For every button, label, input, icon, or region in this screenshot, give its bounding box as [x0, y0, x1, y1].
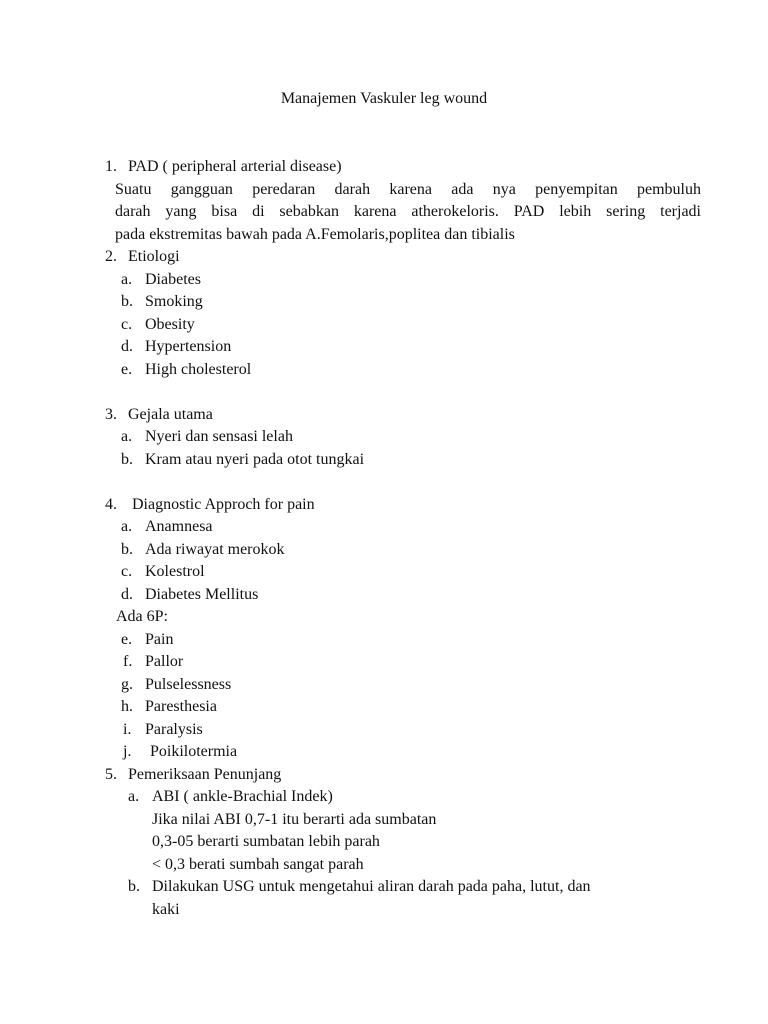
section-1-paragraph-line-2: darah yang bisa di sebabkan karena atherokeloris. PAD lebih sering terjadi	[115, 203, 701, 220]
list-item: Dilakukan USG untuk mengetahui aliran darah pada paha, lutut, dan	[152, 878, 591, 895]
list-item: Obesity	[145, 316, 195, 333]
list-item-detail-line: Jika nilai ABI 0,7-1 itu berarti ada sumbatan	[152, 811, 437, 828]
list-item: Anamnesa	[145, 518, 213, 535]
list-item: Paresthesia	[145, 698, 217, 715]
list-item-continuation: kaki	[152, 901, 180, 918]
document-title: Manajemen Vaskuler leg wound	[280, 90, 488, 107]
list-marker: b.	[121, 541, 133, 558]
list-marker: j.	[123, 743, 132, 760]
section-1-heading: PAD ( peripheral arterial disease)	[128, 158, 342, 175]
list-marker: a.	[121, 518, 133, 535]
section-1-paragraph-line-3: pada ekstremitas bawah pada A.Femolaris,poplitea dan tibialis	[115, 226, 515, 243]
list-item: Poikilotermia	[150, 743, 238, 760]
list-marker: c.	[121, 563, 133, 580]
list-marker: e.	[121, 631, 133, 648]
list-item: Kolestrol	[145, 563, 205, 580]
list-item: Pain	[145, 631, 174, 648]
section-4-number: 4.	[105, 496, 117, 513]
list-marker: c.	[121, 316, 133, 333]
section-4-subheading: Ada 6P:	[116, 608, 168, 625]
list-item: ABI ( ankle-Brachial Indek)	[152, 788, 333, 805]
section-4-heading: Diagnostic Approch for pain	[132, 496, 315, 513]
list-marker: a.	[121, 428, 133, 445]
list-item: Smoking	[145, 293, 203, 310]
section-5-number: 5.	[105, 766, 117, 783]
list-marker: d.	[121, 586, 133, 603]
list-marker: e.	[121, 361, 133, 378]
section-5-heading: Pemeriksaan Penunjang	[128, 766, 282, 783]
list-item: High cholesterol	[145, 361, 252, 378]
section-2-heading: Etiologi	[128, 248, 180, 265]
list-marker: a.	[128, 788, 140, 805]
list-item: Diabetes	[145, 271, 201, 288]
list-item: Kram atau nyeri pada otot tungkai	[145, 451, 365, 468]
list-item: Diabetes Mellitus	[145, 586, 259, 603]
list-marker: i.	[123, 721, 132, 738]
section-1-paragraph-line-1: Suatu gangguan peredaran darah karena ada nya penyempitan pembuluh	[115, 181, 701, 198]
section-1-number: 1.	[105, 158, 117, 175]
list-marker: f.	[123, 653, 133, 670]
list-item: Nyeri dan sensasi lelah	[145, 428, 293, 445]
list-item: Ada riwayat merokok	[145, 541, 285, 558]
list-item: Pallor	[145, 653, 184, 670]
list-marker: b.	[121, 451, 133, 468]
list-item: Pulselessness	[145, 676, 232, 693]
list-item: Paralysis	[145, 721, 203, 738]
list-marker: b.	[121, 293, 133, 310]
section-3-number: 3.	[105, 406, 117, 423]
section-2-number: 2.	[105, 248, 117, 265]
list-item-detail-line: 0,3-05 berarti sumbatan lebih parah	[152, 833, 380, 850]
list-marker: b.	[128, 878, 140, 895]
list-item-detail-line: < 0,3 berati sumbah sangat parah	[152, 856, 364, 873]
list-marker: a.	[121, 271, 133, 288]
list-item: Hypertension	[145, 338, 232, 355]
section-3-heading: Gejala utama	[128, 406, 213, 423]
list-marker: g.	[121, 676, 133, 693]
list-marker: d.	[121, 338, 133, 355]
list-marker: h.	[121, 698, 133, 715]
